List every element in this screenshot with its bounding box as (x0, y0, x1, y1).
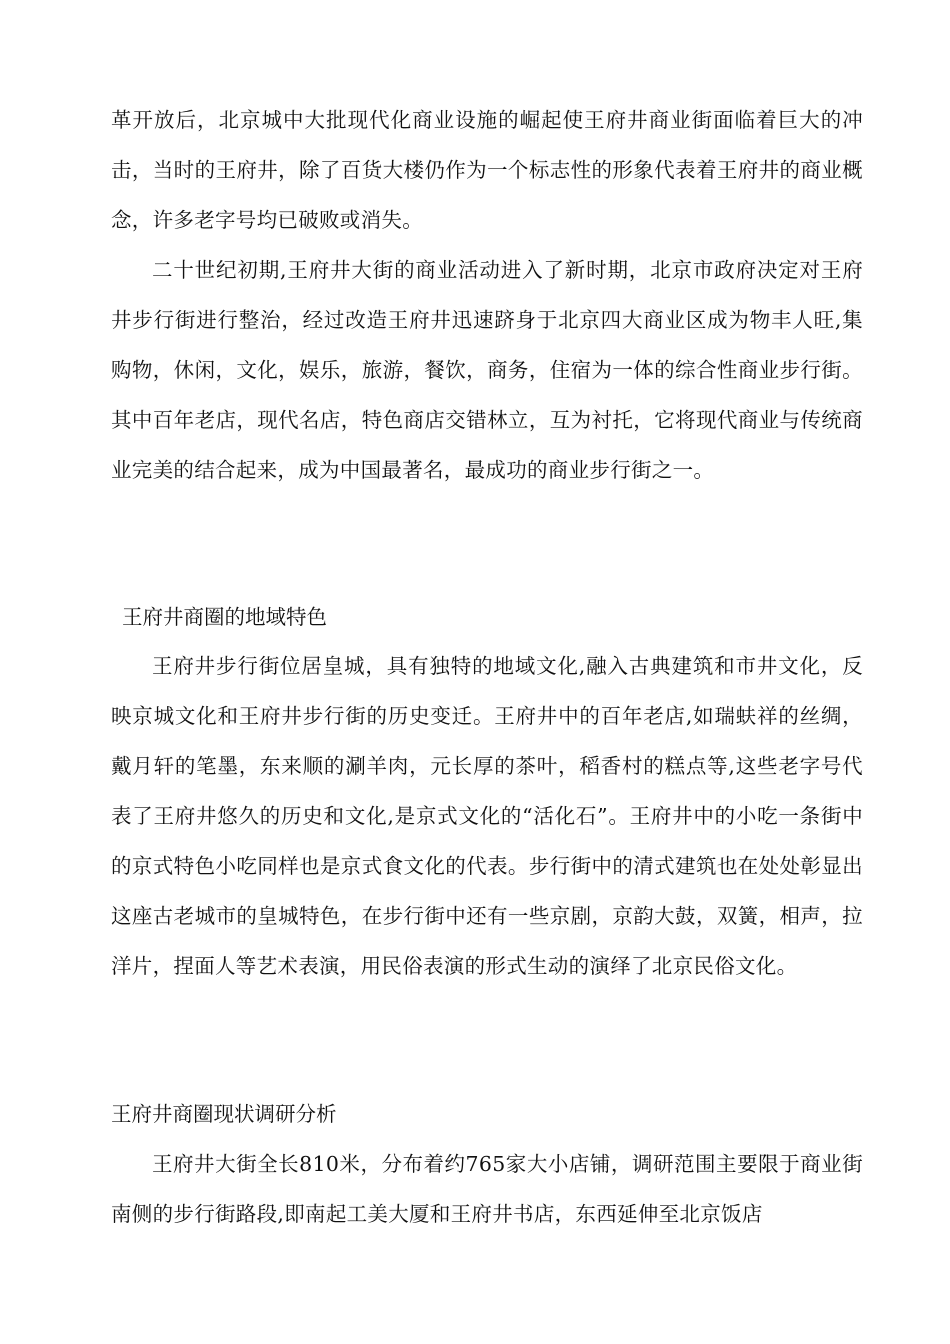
paragraph-regional-culture: 王府井步行街位居皇城，具有独特的地域文化,融入古典建筑和市井文化，反映京城文化和王府井步行街的历史变迁。王府井中的百年老店,如瑞蚨祥的丝绸，戴月轩的笔墨，东来顺的涮羊肉，元长厚的茶叶，稻香村的糕点等,这些老字号代表了王府井悠久的历史和文化,是京式文化的“活化石”。王府井中的小吃一条街中的京式特色小吃同样也是京式食文化的代表。步行街中的清式建筑也在处处彰显出这座古老城市的皇城特色，在步行街中还有一些京剧，京韵大鼓，双簧，相声，拉洋片，捏面人等艺术表演，用民俗表演的形式生动的演绎了北京民俗文化。 (111, 654, 863, 978)
paragraph-new-era: 二十世纪初期,王府井大街的商业活动进入了新时期，北京市政府决定对王府井步行街进行整治，经过改造王府井迅速跻身于北京四大商业区成为物丰人旺,集购物，休闲，文化，娱乐，旅游，餐饮，商务，住宿为一体的综合性商业步行街。其中百年老店，现代名店，特色商店交错林立，互为衬托，它将现代商业与传统商业完美的结合起来，成为中国最著名，最成功的商业步行街之一。 (111, 258, 863, 482)
paragraph-survey-scope: 王府井大街全长810米，分布着约765家大小店铺，调研范围主要限于商业街南侧的步行街路段,即南起工美大厦和王府井书店，东西延伸至北京饭店 (111, 1152, 863, 1226)
section-heading-regional-features: 王府井商圈的地域特色 (122, 605, 327, 629)
paragraph-reform-impact: 革开放后，北京城中大批现代化商业设施的崛起使王府井商业街面临着巨大的冲击，当时的王府井，除了百货大楼仍作为一个标志性的形象代表着王府井的商业概念，许多老字号均已破败或消失。 (111, 108, 863, 232)
section-heading-survey-analysis: 王府井商圈现状调研分析 (111, 1102, 337, 1126)
